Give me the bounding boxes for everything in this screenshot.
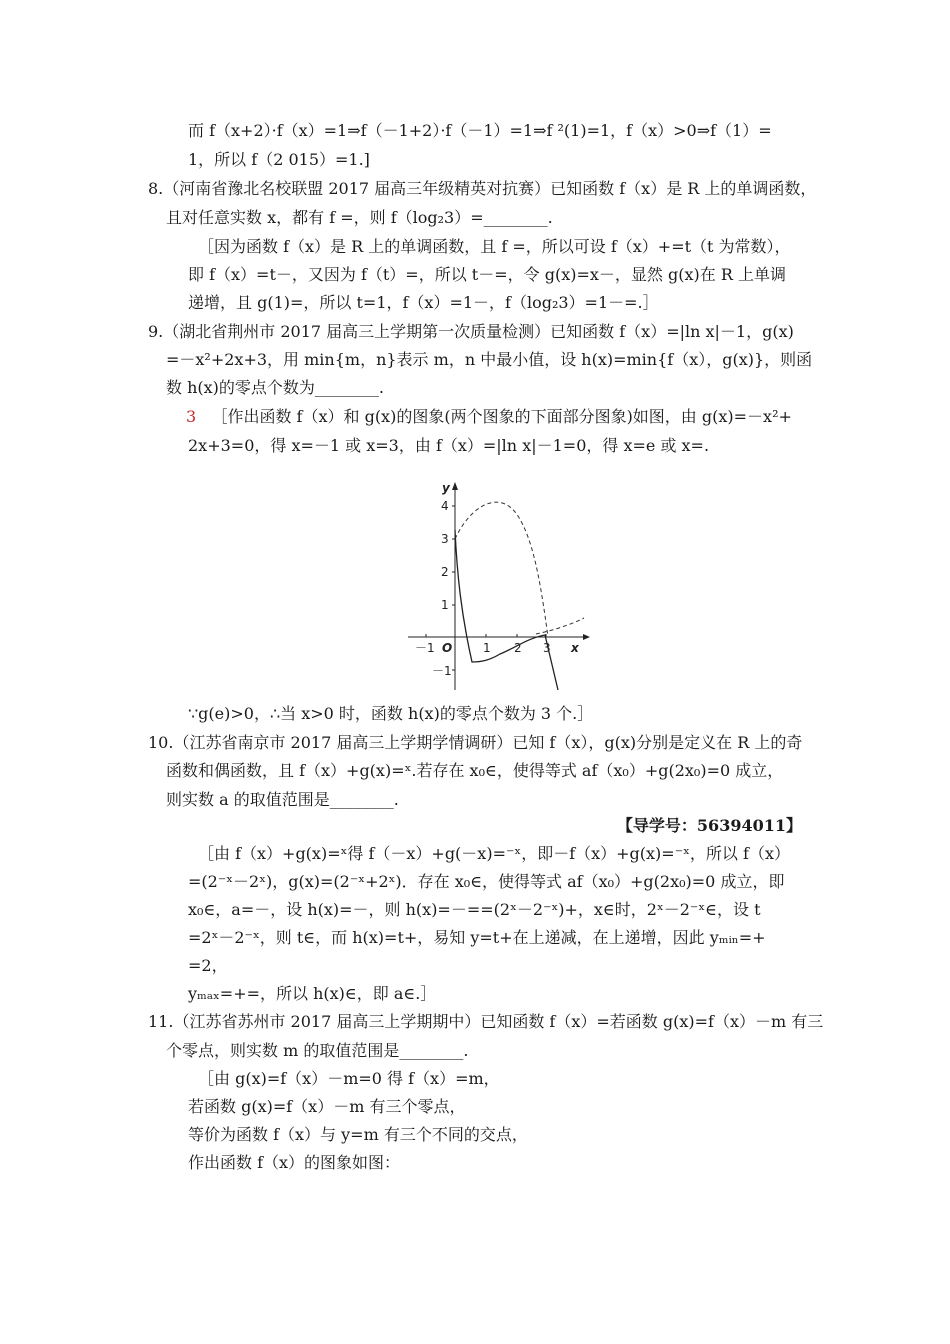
x-tick-label: 2 [514,641,522,655]
question-10-solution: =(2⁻ˣ－2ˣ)，g(x)=(2⁻ˣ+2ˣ)．存在 x₀∈，使得等式 af（x₀）+g(2x₀)=0 成立，即 [188,872,785,891]
question-10-solution: ［由 f（x）+g(x)=ˣ得 f（－x）+g(－x)=⁻ˣ，即－f（x）+g(x)=⁻ˣ，所以 f（x） [198,844,790,863]
question-11-solution: 若函数 g(x)=f（x）－m 有三个零点， [188,1097,466,1116]
question-11-stem: 11.（江苏省苏州市 2017 届高三上学期期中）已知函数 f（x）=若函数 g(x)=f（x）－m 有三 [148,1012,824,1031]
answer-value: 3 [186,407,197,426]
question-11-stem: 个零点，则实数 m 的取值范围是________. [166,1041,469,1060]
question-8-stem: 且对任意实数 x，都有 f =，则 f（log₂3）=________. [166,208,553,227]
question-8-solution: ［因为函数 f（x）是 R 上的单调函数，且 f =，所以可设 f（x）+=t（t 为常数）， [198,237,791,256]
question-9-stem: 9.（湖北省荆州市 2017 届高三上学期第一次质量检测）已知函数 f（x）=|ln x|－1，g(x) [148,322,794,341]
question-9-stem: =－x²+2x+3，用 min{m，n}表示 m，n 中最小值，设 h(x)=min{f（x），g(x)}，则函 [166,350,813,369]
question-10-solution: =2ˣ－2⁻ˣ，则 t∈，而 h(x)=t+，易知 y=t+在上递减，在上递增，因此 yₘᵢₙ=+ [188,928,766,947]
x-axis-label: x [571,641,579,655]
guide-number: 【导学号：56394011】 [616,816,802,835]
solution-text: ［作出函数 f（x）和 g(x)的图象(两个图象的下面部分图象)如图，由 g(x)=－x²+ [211,407,792,426]
question-9-stem: 数 h(x)的零点个数为________. [166,378,384,397]
y-axis-arrow [452,482,458,490]
question-8-solution: 即 f（x）=t－，又因为 f（t）=，所以 t－=，令 g(x)=x－，显然 g(x)在 R 上单调 [188,265,786,284]
question-9-solution [186,406,792,428]
question-9-solution: ∵g(e)>0，∴当 x>0 时，函数 h(x)的零点个数为 3 个.］ [188,704,594,723]
question-8-solution: 递增，且 g(1)=，所以 t=1，f（x）=1－，f（log₂3）=1－=.］ [188,293,659,312]
question-9-solution: 2x+3=0，得 x=－1 或 x=3，由 f（x）=|ln x|－1=0，得 x=e 或 x=. [188,436,710,455]
question-11-solution: 作出函数 f（x）的图象如图： [188,1153,401,1172]
question-8-stem: 8.（河南省豫北名校联盟 2017 届高三年级精英对抗赛）已知函数 f（x）是 R 上的单调函数， [148,179,817,198]
question-11-solution: 等价为函数 f（x）与 y=m 有三个不同的交点， [188,1125,528,1144]
text-line: 而 f（x+2）·f（x）=1⇒f（－1+2）·f（－1）=1⇒f ²(1)=1，f（x）>0⇒f（1）= [188,121,772,140]
question-10-stem: 函数和偶函数，且 f（x）+g(x)=ˣ.若存在 x₀∈，使得等式 af（x₀）+g(2x₀)=0 成立， [166,761,784,780]
y-tick-label: －1 [432,664,452,678]
question-11-solution: ［由 g(x)=f（x）－m=0 得 f（x）=m， [198,1069,500,1088]
y-tick-label: 1 [441,598,449,612]
question-10-solution: =2， [188,956,228,975]
y-tick-label: 4 [441,499,449,513]
y-tick-label: 3 [441,532,449,546]
x-axis-arrow [583,634,590,640]
y-tick-label: 2 [441,565,449,579]
question-10-stem: 10.（江苏省南京市 2017 届高三上学期学情调研）已知 f（x），g(x)分别是定义在 R 上的奇 [148,733,803,752]
x-tick-label: 3 [543,641,551,655]
h-curve-solid [455,530,558,690]
function-graph-figure [400,478,590,694]
question-10-solution: yₘₐₓ=+=，所以 h(x)∈，即 a∈.］ [188,984,437,1003]
question-10-stem: 则实数 a 的取值范围是________. [166,790,399,809]
text-line: 1，所以 f（2 015）=1.] [188,150,370,169]
x-tick-label: －1 [415,641,435,655]
question-10-solution: x₀∈，a=－，设 h(x)=－，则 h(x)=－==(2ˣ－2⁻ˣ)+，x∈时，2ˣ－2⁻ˣ∈，设 t [188,900,761,919]
f-curve-dashed [536,618,584,634]
x-tick-label: 1 [483,641,491,655]
origin-label: O [442,641,453,655]
g-curve-dashed [455,502,548,637]
y-axis-label: y [442,481,450,495]
